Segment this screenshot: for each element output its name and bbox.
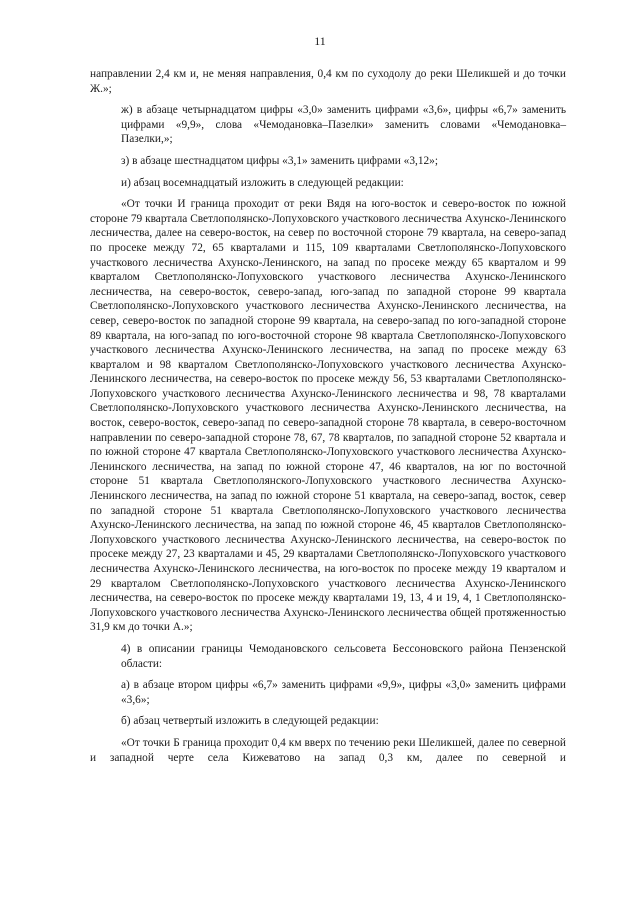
document-body xyxy=(90,67,566,772)
paragraph-continuation: направлении 2,4 км и, не меняя направления, 0,4 км по суходолу до реки Шеликшей и до точки Ж.»; xyxy=(90,68,566,95)
paragraph-item-4: 4) в описании границы Чемодановского сельсовета Бессоновского района Пензенской области: xyxy=(121,642,566,670)
paragraph-item-a: а) в абзаце втором цифры «6,7» заменить цифрами «9,9», цифры «3,0» заменить цифрами «3,6»; xyxy=(121,679,566,706)
page-number: 11 xyxy=(314,34,326,48)
paragraph-item-z: з) в абзаце шестнадцатом цифры «3,1» заменить цифрами «3,12»; xyxy=(121,154,439,167)
paragraph-boundary-description: «От точки И граница проходит от реки Вядя на юго-восток и северо-восток по южной стороне 79 квартала Светлополянско-Лопуховского участкового лесничества Ахунско-Ленинского лесничества, далее на северо-восток, на север по восточной стороне 79 квартала, на северо-запад по просеке между 72, 65 кварталами и 115, 109 кварталами Светлополянско-Лопуховского участкового лесничества Ахунско-Ленинского, на запад по просеке между 65 кварталом и 99 кварталом Светлополянско-Лопуховского участкового лесничества Ахунско-Ленинского лесничества, на северо-восток, северо-запад, юго-запад по западной стороне 99 квартала Светлополянско-Лопуховского участкового лесничества Ахунско-Ленинского лесничества, на север, северо-восток по западной стороне 99 квартала, на северо-запад по юго-западной стороне 89 квартала, на юго-запад по юго-восточной стороне 98 квартала Светлополянско-Лопуховского участкового лесничества Ахунско-Ленинского лесничества, на запад по просеке между 63 кварталом и 98 кварталом Светлополянско-Лопуховского участкового лесничества Ахунско-Ленинского лесничества, на северо-восток по просеке между 56, 53 кварталами Светлополянско-Лопуховского участкового лесничества Ахунско-Ленинского лесничества и 98, 78 кварталами Светлополянско-Лопуховского участкового лесничества Ахунско-Ленинского лесничества, на восток, северо-восток, северо-запад по северо-западной стороне 78 квартала, в северо-восточном направлении по северо-западной стороне 78, 67, 78 кварталов, по западной стороне 52 квартала и по южной стороне 47 квартала Светлополянско-Лопуховского участкового лесничества Ахунско-Ленинского лесничества, на запад по южной стороне 47, 46 кварталов, на юг по восточной стороне 51 квартала Светлополянского-Лопуховского участкового лесничества Ахунско-Ленинского лесничества, на запад по южной стороне 51 квартала, на северо-запад, восток, север по западной стороне 51 квартала Светлополянско-Лопуховского участкового лесничества Ахунско-Ленинского лесничества, на запад по южной стороне 46, 45 кварталов Светлополянско-Лопуховского участкового лесничества Ахунско-Ленинского лесничества, на северо-восток по просеке между 27, 23 кварталами и 45, 29 кварталами Светлополянско-Лопуховского участкового лесничества Ахунско-Ленинского лесничества, на юго-восток по просеке между 19 кварталом и 29 кварталом Светлополянско-Лопуховского участкового лесничества Ахунско-Ленинского лесничества, на северо-восток по просеке между кварталами 19, 13, 4 и 19, 4, 1 Светлополянско-Лопуховского участкового лесничества Ахунско-Ленинского лесничества общей протяженностью 31,9 км до точки А.»; xyxy=(90,198,566,634)
paragraph-item-zh: ж) в абзаце четырнадцатом цифры «3,0» заменить цифрами «3,6», цифры «6,7» заменить цифрами «9,9», слова «Чемодановка–Пазелки» заменить словами «Чемодановка–Пазелки,»; xyxy=(121,104,566,146)
paragraph-point-b: «От точки Б граница проходит 0,4 км вверх по течению реки Шеликшей, далее по северной и западной черте села Кижеватово на запад 0,3 км, далее по северной и xyxy=(90,736,566,764)
paragraph-item-b: б) абзац четвертый изложить в следующей редакции: xyxy=(121,715,379,728)
paragraph-item-i: и) абзац восемнадцатый изложить в следующей редакции: xyxy=(121,176,404,189)
